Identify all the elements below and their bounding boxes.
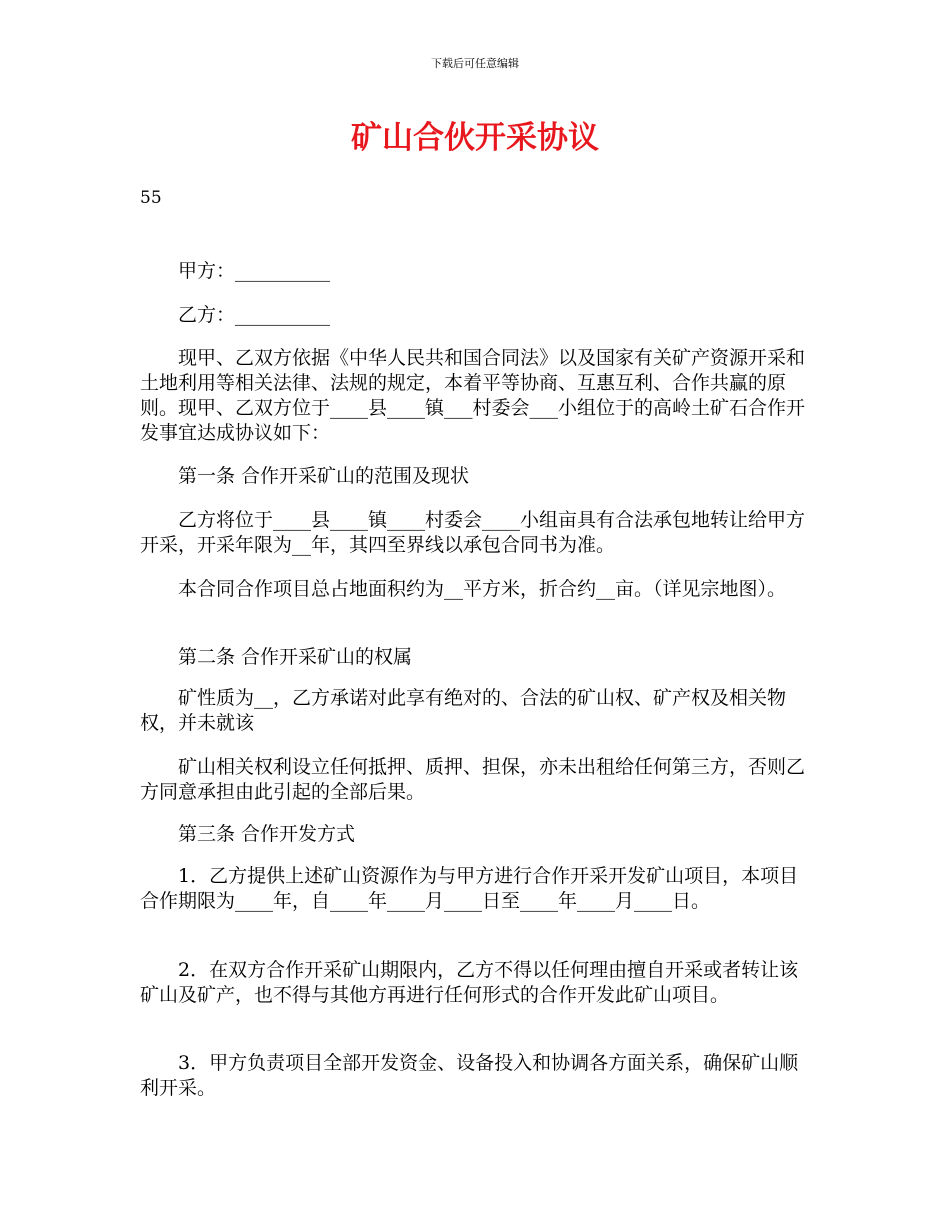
article-3-heading: 第三条 合作开发方式 — [178, 823, 356, 845]
article-2-paragraph-2: 矿山相关权利设立任何抵押、质押、担保，亦未出租给任何第三方，否则乙方同意承担由此引起的全部后果。 — [140, 756, 806, 803]
document-title: 矿山合伙开采协议 — [351, 120, 599, 156]
party-a-line: 甲方：__________ — [178, 260, 331, 282]
document-number: 55 — [140, 188, 162, 208]
article-1-heading: 第一条 合作开采矿山的范围及现状 — [178, 465, 470, 487]
party-b-line: 乙方：__________ — [178, 304, 331, 326]
article-2-heading: 第二条 合作开采矿山的权属 — [178, 646, 413, 668]
article-3-item-1: 1．乙方提供上述矿山资源作为与甲方进行合作开采开发矿山项目，本项目合作期限为____年，自____年____月____日至____年____月____日。 — [140, 865, 799, 912]
article-1-paragraph-1: 乙方将位于____县____镇____村委会____小组亩具有合法承包地转让给甲方开采，开采年限为__年，其四至界线以承包合同书为准。 — [140, 509, 806, 556]
article-1-paragraph-2: 本合同合作项目总占地面积约为__平方米，折合约__亩。（详见宗地图）。 — [178, 578, 787, 600]
article-3-item-2: 2．在双方合作开采矿山期限内，乙方不得以任何理由擅自开采或者转让该矿山及矿产，也不得与其他方再进行任何形式的合作开发此矿山项目。 — [140, 959, 799, 1006]
article-2-paragraph-1: 矿性质为__，乙方承诺对此享有绝对的、合法的矿山权、矿产权及相关物权，并未就该 — [140, 687, 787, 734]
article-3-item-3: 3．甲方负责项目全部开发资金、设备投入和协调各方面关系，确保矿山顺利开采。 — [140, 1052, 799, 1099]
header-note: 下载后可任意编辑 — [431, 57, 519, 70]
preamble-paragraph: 现甲、乙双方依据《中华人民共和国合同法》以及国家有关矿产资源开采和土地利用等相关法律、法规的规定，本着平等协商、互惠互利、合作共赢的原则。现甲、乙双方位于____县____镇___村委会___小组位于的高岭土矿石合作开发事宜达成协议如下： — [140, 347, 806, 444]
